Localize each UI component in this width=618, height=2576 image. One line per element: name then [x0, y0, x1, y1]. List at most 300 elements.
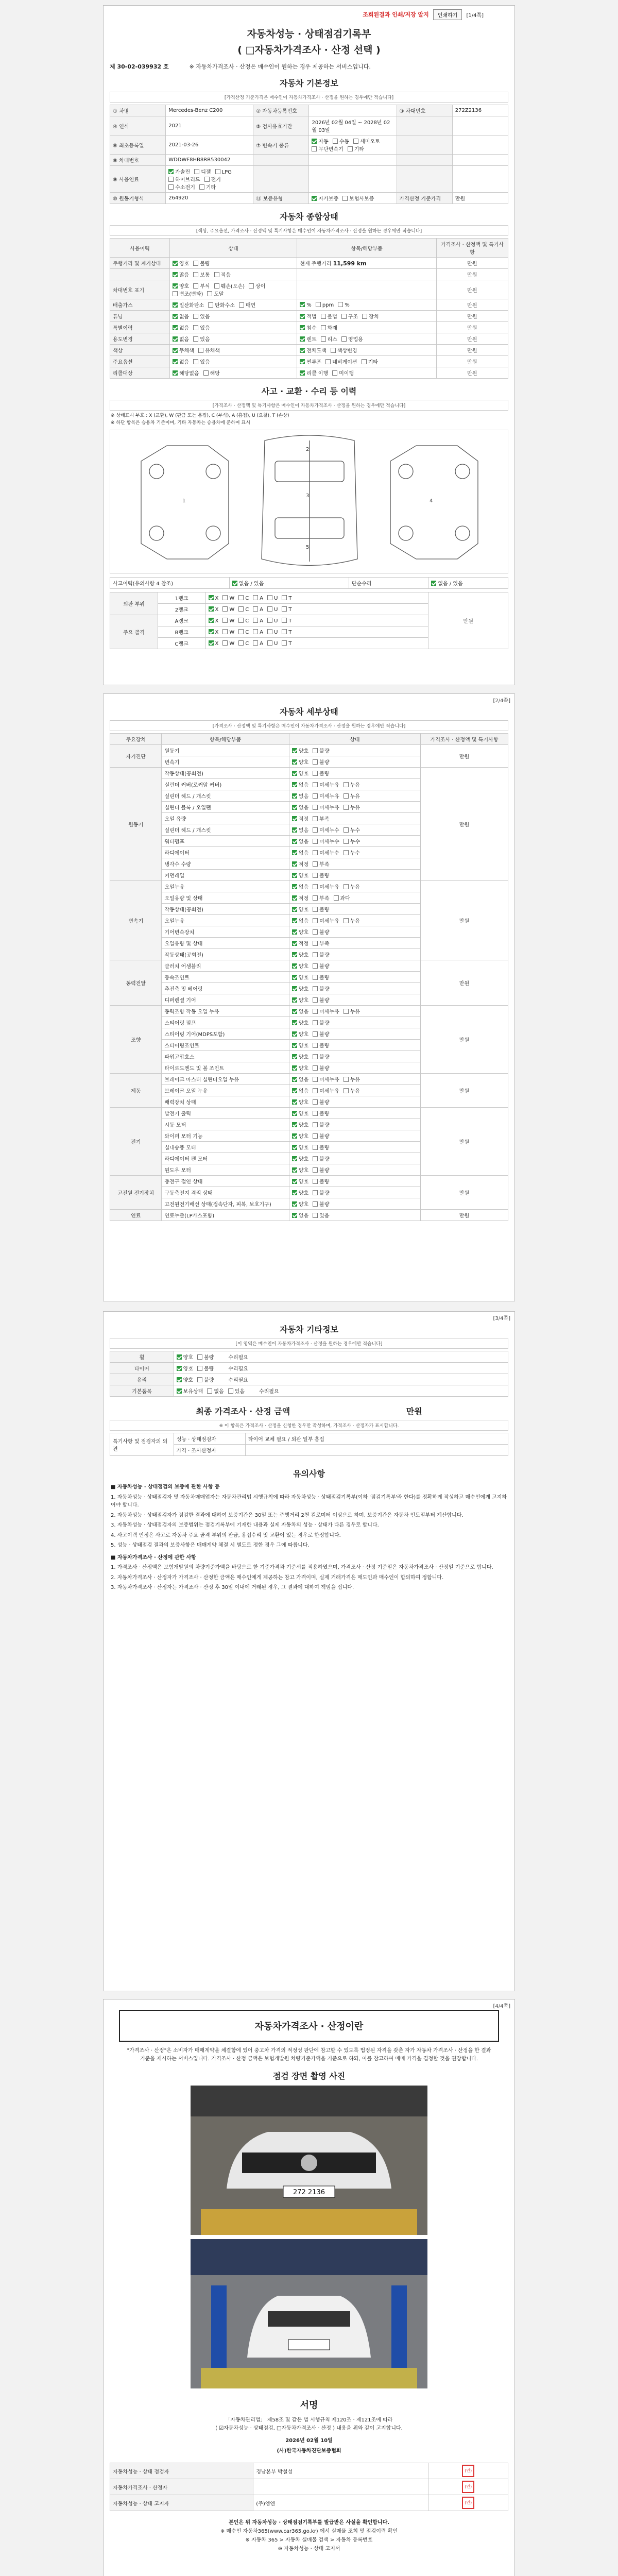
checkbox-icon[interactable] [173, 314, 178, 319]
option-label: 양호 [298, 987, 309, 992]
option [292, 894, 308, 902]
option-label: 색상변경 [337, 348, 357, 354]
option [313, 973, 329, 981]
option-label: 불량 [319, 1043, 330, 1049]
checkbox-icon[interactable] [292, 884, 297, 889]
checkbox-icon[interactable] [292, 759, 297, 765]
checkbox-icon[interactable] [325, 359, 331, 364]
option [173, 346, 194, 354]
checkbox-icon[interactable] [238, 640, 244, 646]
detail-item: 스티어링조인트 [162, 1040, 289, 1051]
checkbox-icon[interactable] [292, 1111, 297, 1116]
checkbox-icon[interactable] [313, 759, 318, 765]
pricing-box-text: "가격조사 · 산정"은 소비자가 매매계약을 체결함에 있어 중고차 가격의 적정성 판단에 참고할 수 있도록 법정된 자격을 갖춘 자가 자동차 가격조사 · 산정을 한 결과 기준을 제시하는 서비스입니다. 가격조사 · 산정 금액은 보험개발원 차량기준가액을 기준으로 하되, 이를 참고하여 매매 가격을 결정할 것을 권장합니다. [127, 2048, 491, 2062]
checkbox-icon[interactable] [313, 918, 318, 923]
checkbox-icon[interactable] [313, 1190, 318, 1195]
option [292, 928, 308, 936]
checkbox-icon[interactable] [292, 1088, 297, 1093]
checkbox-icon[interactable] [313, 1054, 318, 1059]
option-label: 미세누유 [319, 1077, 339, 1083]
detail-state [289, 1176, 420, 1187]
checkbox-icon[interactable] [313, 986, 318, 991]
checkbox-icon[interactable] [431, 581, 436, 586]
checkbox-icon[interactable] [209, 595, 214, 600]
checkbox-icon[interactable] [321, 314, 326, 319]
checkbox-icon[interactable] [292, 1190, 297, 1195]
option-label: 양호 [183, 1366, 193, 1372]
checkbox-icon[interactable] [344, 839, 349, 844]
checkbox-icon[interactable] [282, 606, 287, 612]
checkbox-icon[interactable] [313, 1145, 318, 1150]
checkbox-icon[interactable] [282, 629, 287, 634]
checkbox-icon[interactable] [209, 606, 214, 612]
checkbox-icon[interactable] [209, 629, 214, 634]
checkbox-icon[interactable] [362, 359, 367, 364]
option [209, 606, 219, 613]
option [292, 1166, 308, 1174]
checkbox-icon[interactable] [253, 640, 258, 646]
checkbox-icon[interactable] [344, 850, 349, 855]
checkbox-icon[interactable] [209, 618, 214, 623]
checkbox-icon[interactable] [215, 169, 220, 174]
checkbox-icon[interactable] [238, 618, 244, 623]
checkbox-icon[interactable] [292, 941, 297, 946]
accident-value: 없음 / 있음 [229, 578, 349, 589]
option-label: W [229, 606, 235, 613]
checkbox-icon[interactable] [249, 283, 254, 289]
rank-name: 1랭크 [158, 592, 205, 604]
checkbox-icon[interactable] [313, 884, 318, 889]
checkbox-icon[interactable] [292, 1133, 297, 1139]
option [222, 606, 234, 613]
checkbox-icon[interactable] [193, 272, 198, 277]
checkbox-icon[interactable] [300, 359, 305, 364]
checkbox-icon[interactable] [300, 325, 305, 330]
detail-state [289, 1119, 420, 1130]
checkbox-icon[interactable] [239, 302, 244, 308]
checkbox-icon[interactable] [173, 283, 178, 289]
option [313, 951, 329, 958]
checkbox-icon[interactable] [253, 606, 258, 612]
checkbox-icon[interactable] [292, 1201, 297, 1207]
checkbox-icon[interactable] [292, 1009, 297, 1014]
checkbox-icon[interactable] [238, 629, 244, 634]
checkbox-icon[interactable] [267, 618, 272, 623]
checkbox-icon[interactable] [173, 336, 178, 342]
checkbox-icon[interactable] [292, 895, 297, 901]
checkbox-icon[interactable] [292, 1145, 297, 1150]
rank-parts [205, 626, 428, 638]
signature-role: 자동차성능 · 상태 점검자 [110, 2463, 253, 2479]
checkbox-icon[interactable] [193, 283, 198, 289]
checkbox-icon[interactable] [292, 1065, 297, 1071]
checkbox-icon[interactable] [313, 839, 318, 844]
option [292, 1177, 308, 1185]
checkbox-icon[interactable] [282, 618, 287, 623]
checkbox-icon[interactable] [292, 748, 297, 753]
option-label: 상이 [255, 284, 266, 290]
checkbox-icon[interactable] [313, 1111, 318, 1116]
checkbox-icon[interactable] [344, 827, 349, 833]
basic-cell: 만원 [452, 193, 508, 204]
checkbox-icon[interactable] [331, 348, 336, 353]
simple-repair-label: 단순수리 [349, 578, 428, 589]
checkbox-icon[interactable] [292, 1077, 297, 1082]
checkbox-icon[interactable] [222, 606, 228, 612]
checkbox-icon[interactable] [313, 997, 318, 1003]
checkbox-icon[interactable] [292, 827, 297, 833]
detail-item: 오일누유 [162, 915, 289, 926]
checkbox-icon[interactable] [177, 1388, 182, 1394]
option [238, 606, 249, 613]
signature-row [110, 2463, 508, 2479]
checkbox-icon[interactable] [292, 782, 297, 787]
overall-state [169, 345, 297, 356]
checkbox-icon[interactable] [173, 302, 178, 308]
detail-state [289, 745, 420, 756]
checkbox-icon[interactable] [292, 771, 297, 776]
detail-state [289, 802, 420, 813]
option-label: 있음 [200, 326, 210, 331]
checkbox-icon[interactable] [344, 1009, 349, 1014]
option-label: 과다 [340, 896, 350, 902]
checkbox-icon[interactable] [292, 986, 297, 991]
checkbox-icon[interactable] [292, 1213, 297, 1218]
detail-item: 오일 유량 [162, 813, 289, 824]
checkbox-icon[interactable] [313, 963, 318, 969]
checkbox-icon[interactable] [312, 146, 317, 151]
detail-item: 실내송풍 모터 [162, 1142, 289, 1153]
basic-cell [452, 135, 508, 155]
checkbox-icon[interactable] [313, 1167, 318, 1173]
checkbox-icon[interactable] [313, 895, 318, 901]
option [292, 871, 308, 879]
option [312, 145, 343, 152]
notice-item: 5. 성능 · 상태점검 결과의 보증사항은 매매계약 체결 시 별도로 정한 경우 그에 따릅니다. [111, 1543, 310, 1548]
checkbox-icon[interactable] [362, 314, 367, 319]
checkbox-icon[interactable] [313, 805, 318, 810]
detail-state [289, 1062, 420, 1074]
checkbox-icon[interactable] [207, 1388, 212, 1394]
checkbox-icon[interactable] [313, 941, 318, 946]
checkbox-icon[interactable] [344, 782, 349, 787]
checkbox-icon[interactable] [292, 963, 297, 969]
checkbox-icon[interactable] [292, 1099, 297, 1105]
option [292, 917, 308, 924]
checkbox-icon[interactable] [344, 805, 349, 810]
checkbox-icon[interactable] [300, 336, 305, 342]
checkbox-icon[interactable] [313, 1201, 318, 1207]
checkbox-icon[interactable] [300, 348, 305, 353]
checkbox-icon[interactable] [173, 261, 178, 266]
checkbox-icon[interactable] [292, 997, 297, 1003]
checkbox-icon[interactable] [177, 1377, 182, 1382]
option [313, 792, 339, 800]
checkbox-icon[interactable] [333, 139, 338, 144]
checkbox-icon[interactable] [173, 272, 178, 277]
checkbox-icon[interactable] [177, 1366, 182, 1371]
print-button[interactable]: 인쇄하기 [433, 9, 462, 20]
option-label: 매연 [245, 303, 256, 309]
checkbox-icon[interactable] [292, 816, 297, 821]
checkbox-icon[interactable] [344, 1088, 349, 1093]
checkbox-icon[interactable] [353, 139, 358, 144]
checkbox-icon[interactable] [292, 952, 297, 957]
option-label: 미세누유 [319, 1009, 339, 1015]
checkbox-icon[interactable] [344, 884, 349, 889]
option-label: 세미오토 [360, 139, 380, 145]
sign-title: 서명 [300, 2400, 318, 2411]
special-inspector: 성능 · 상태점검자 [174, 1433, 245, 1445]
checkbox-icon[interactable] [203, 370, 209, 376]
checkbox-icon[interactable] [313, 793, 318, 799]
checkbox-icon[interactable] [168, 184, 174, 190]
option [313, 996, 329, 1004]
checkbox-icon[interactable] [313, 1099, 318, 1105]
detail-item: 라디에이터 팬 모터 [162, 1153, 289, 1164]
rank-row [110, 592, 508, 604]
checkbox-icon[interactable] [313, 1077, 318, 1082]
checkbox-icon[interactable] [292, 793, 297, 799]
option-label: 부족 [319, 896, 330, 902]
checkbox-icon[interactable] [313, 1088, 318, 1093]
checkbox-icon[interactable] [300, 370, 305, 376]
detail-head-0: 주요장치 [110, 734, 162, 745]
checkbox-icon[interactable] [193, 325, 198, 330]
detail-state [289, 926, 420, 938]
detail-item: 기어변속장치 [162, 926, 289, 938]
option [344, 837, 360, 845]
checkbox-icon[interactable] [238, 595, 244, 600]
checkbox-icon[interactable] [292, 1179, 297, 1184]
checkbox-icon[interactable] [313, 827, 318, 833]
option [292, 1041, 308, 1049]
print-notice-link[interactable]: 조회된결과 인쇄/저장 알지 [363, 11, 429, 18]
detail-item: 윈도우 모터 [162, 1164, 289, 1176]
checkbox-icon[interactable] [253, 618, 258, 623]
checkbox-icon[interactable] [209, 640, 214, 646]
checkbox-icon[interactable] [282, 640, 287, 646]
checkbox-icon[interactable] [292, 1043, 297, 1048]
checkbox-icon[interactable] [173, 291, 178, 296]
checkbox-icon[interactable] [199, 184, 204, 190]
detail-head-2: 상태 [289, 734, 420, 745]
checkbox-icon[interactable] [282, 595, 287, 600]
checkbox-icon[interactable] [177, 1354, 182, 1360]
checkbox-icon[interactable] [313, 975, 318, 980]
checkbox-icon[interactable] [197, 1354, 202, 1360]
option-label: T [288, 606, 292, 613]
checkbox-icon[interactable] [313, 1122, 318, 1127]
checkbox-icon[interactable] [292, 1122, 297, 1127]
checkbox-icon[interactable] [313, 907, 318, 912]
checkbox-icon[interactable] [193, 336, 198, 342]
checkbox-icon[interactable] [316, 302, 321, 307]
checkbox-icon[interactable] [292, 907, 297, 912]
checkbox-icon[interactable] [312, 139, 317, 144]
checkbox-icon[interactable] [168, 177, 174, 182]
detail-item: 연료누출(LP가스포함) [162, 1210, 289, 1221]
checkbox-icon[interactable] [313, 816, 318, 821]
basic-cell [309, 193, 397, 204]
checkbox-icon[interactable] [313, 782, 318, 787]
checkbox-icon[interactable] [267, 606, 272, 612]
other-label: 유리 [110, 1374, 174, 1385]
option-label: X [215, 618, 219, 624]
checkbox-icon[interactable] [267, 629, 272, 634]
option [313, 849, 339, 856]
checkbox-icon[interactable] [214, 272, 219, 277]
checkbox-icon[interactable] [253, 595, 258, 600]
option [300, 335, 316, 343]
checkbox-icon[interactable] [292, 1031, 297, 1037]
checkbox-icon[interactable] [214, 283, 219, 289]
checkbox-icon[interactable] [173, 348, 178, 353]
checkbox-icon[interactable] [232, 581, 237, 586]
checkbox-icon[interactable] [173, 370, 178, 376]
checkbox-icon[interactable] [292, 873, 297, 878]
checkbox-icon[interactable] [292, 929, 297, 935]
checkbox-icon[interactable] [222, 629, 228, 634]
option-label: 미세누유 [319, 794, 339, 800]
checkbox-icon[interactable] [342, 196, 348, 201]
overall-note: [색상, 주요옵션, 가격조사 · 산정액 및 특기사항은 매수인이 자동차가격조사 · 산정을 원하는 경우에만 적습니다] [110, 225, 508, 236]
overall-label: 리콜대상 [110, 367, 170, 379]
overall-head-1: 상태 [169, 239, 297, 258]
checkbox-icon[interactable] [313, 771, 318, 776]
checkbox-icon[interactable] [313, 1133, 318, 1139]
option-label: 없음 [179, 337, 190, 343]
checkbox-icon[interactable] [313, 1009, 318, 1014]
checkbox-icon[interactable] [344, 793, 349, 799]
other-state [174, 1363, 508, 1374]
checkbox-icon[interactable] [168, 169, 174, 174]
detail-state [289, 1130, 420, 1142]
checkbox-icon[interactable] [292, 839, 297, 844]
checkbox-icon[interactable] [313, 1031, 318, 1037]
option [321, 335, 337, 343]
checkbox-icon[interactable] [313, 1020, 318, 1025]
checkbox-icon[interactable] [313, 952, 318, 957]
top-bar [104, 6, 514, 23]
checkbox-icon[interactable] [204, 177, 210, 182]
checkbox-icon[interactable] [321, 325, 326, 330]
signature-table [110, 2463, 508, 2511]
checkbox-icon[interactable] [193, 359, 198, 364]
option-label: 탄화수소 [215, 303, 235, 309]
checkbox-icon[interactable] [238, 606, 244, 612]
checkbox-icon[interactable] [338, 302, 343, 307]
checkbox-icon[interactable] [222, 595, 228, 600]
checkbox-icon[interactable] [313, 1156, 318, 1161]
checkbox-icon[interactable] [334, 895, 339, 901]
option-label: 렌트 [306, 337, 317, 343]
checkbox-icon[interactable] [344, 918, 349, 923]
checkbox-icon[interactable] [292, 861, 297, 867]
checkbox-icon[interactable] [348, 146, 353, 151]
checkbox-icon[interactable] [267, 595, 272, 600]
rank-parts [205, 592, 428, 604]
checkbox-icon[interactable] [312, 196, 317, 201]
checkbox-icon[interactable] [344, 1077, 349, 1082]
checkbox-icon[interactable] [222, 618, 228, 623]
checkbox-icon[interactable] [193, 314, 198, 319]
checkbox-icon[interactable] [292, 1156, 297, 1161]
checkbox-icon[interactable] [313, 861, 318, 867]
checkbox-icon[interactable] [228, 1388, 233, 1394]
checkbox-icon[interactable] [292, 1167, 297, 1173]
checkbox-icon[interactable] [313, 1179, 318, 1184]
option-label: 양호 [298, 1111, 309, 1117]
other-label: 휠 [110, 1351, 174, 1363]
option [222, 640, 234, 647]
checkbox-icon[interactable] [292, 975, 297, 980]
checkbox-icon[interactable] [292, 1054, 297, 1059]
checkbox-icon[interactable] [300, 314, 305, 319]
checkbox-icon[interactable] [197, 1366, 202, 1371]
checkbox-icon[interactable] [313, 850, 318, 855]
option [313, 837, 339, 845]
checkbox-icon[interactable] [267, 640, 272, 646]
option [177, 1364, 193, 1372]
signature-seal [428, 2479, 508, 2495]
checkbox-icon[interactable] [292, 918, 297, 923]
checkbox-icon[interactable] [292, 1020, 297, 1025]
overall-row [110, 367, 508, 379]
checkbox-icon[interactable] [313, 1043, 318, 1048]
other-label: 타이어 [110, 1363, 174, 1374]
notice-title: 유의사항 [293, 1469, 325, 1479]
checkbox-icon[interactable] [313, 873, 318, 878]
checkbox-icon[interactable] [173, 325, 178, 330]
checkbox-icon[interactable] [197, 1377, 202, 1382]
detail-state [289, 1187, 420, 1198]
checkbox-icon[interactable] [222, 640, 228, 646]
checkbox-icon[interactable] [198, 348, 203, 353]
detail-item: 발전기 출력 [162, 1108, 289, 1119]
checkbox-icon[interactable] [300, 302, 305, 307]
checkbox-icon[interactable] [341, 314, 347, 319]
option [173, 282, 189, 290]
checkbox-icon[interactable] [313, 929, 318, 935]
detail-item: 스티어링 펌프 [162, 1017, 289, 1028]
checkbox-icon[interactable] [313, 748, 318, 753]
checkbox-icon[interactable] [292, 805, 297, 810]
checkbox-icon[interactable] [194, 169, 199, 174]
option-label: 하이브리드 [175, 177, 200, 183]
option-label: X [215, 606, 219, 613]
checkbox-icon[interactable] [332, 370, 337, 376]
checkbox-icon[interactable] [207, 291, 212, 296]
checkbox-icon[interactable] [341, 336, 347, 342]
checkbox-icon[interactable] [313, 1213, 318, 1218]
option [177, 1376, 193, 1383]
checkbox-icon[interactable] [292, 850, 297, 855]
option-label: 적정 [298, 817, 309, 822]
car-diagram [110, 430, 508, 574]
checkbox-icon[interactable] [313, 1065, 318, 1071]
checkbox-icon[interactable] [208, 302, 213, 308]
checkbox-icon[interactable] [253, 629, 258, 634]
checkbox-icon[interactable] [173, 359, 178, 364]
overall-price: 만원 [436, 311, 508, 322]
detail-price: 만원 [420, 960, 508, 1006]
detail-row [110, 1074, 508, 1085]
detail-group: 조향 [110, 1006, 162, 1074]
option [312, 194, 338, 202]
checkbox-icon[interactable] [193, 261, 198, 266]
checkbox-icon[interactable] [321, 336, 326, 342]
